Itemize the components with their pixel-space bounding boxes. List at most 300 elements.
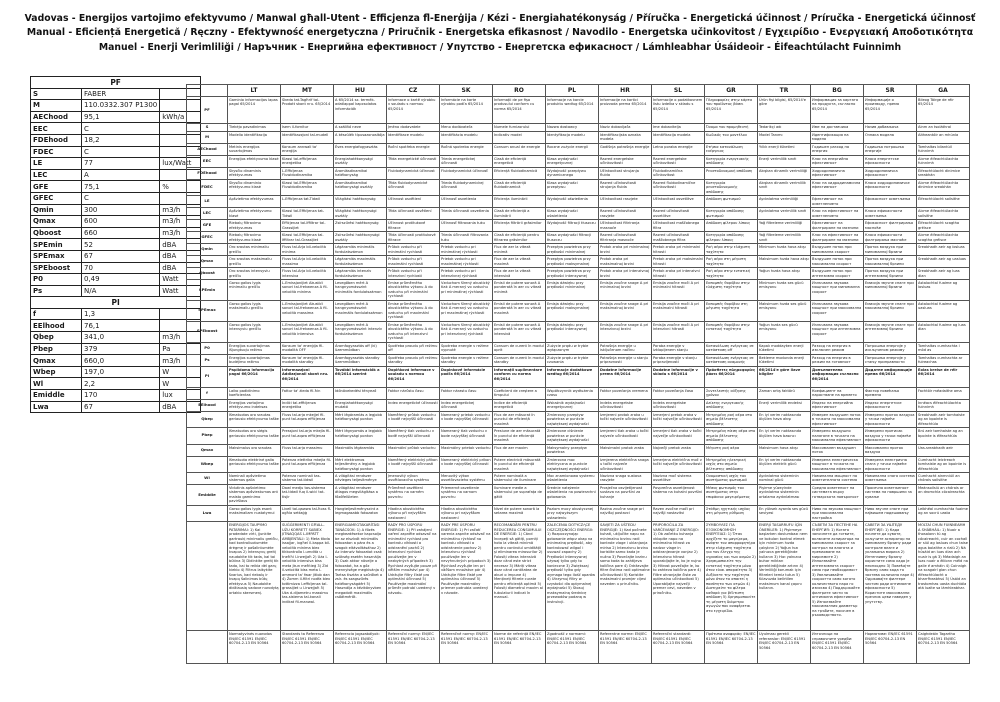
cell-EEC-MT: Klassi tal-effiċjenza enerġetika (281, 155, 334, 167)
cell-GFEC-GA: Aicme éifeachtúlachta scagtha gréisce (917, 232, 970, 244)
cell-GFE-HU: Zsírszűrési hatékonyság (334, 220, 387, 232)
row-code-FDEC: FDEC (187, 179, 228, 195)
cell-EElhood-HR: Indeks energetske učinkovitosti (599, 399, 652, 411)
cell-FDEhood-SK: Fluidodynamická účinnosť (440, 167, 493, 179)
cell-Wbep-PL: Zmierzona moc elektryczna w punkcie największej wydajności (546, 456, 599, 472)
cell-Pbep-HU: Mért légnyomás a legjobb hatékonysági ponton (334, 428, 387, 444)
cell-Pbep-RO: Presiune de aer măsurată în punctul de eficiență maximă (493, 428, 546, 444)
cell-Lwa-HU: Hangteljesítményszint a legmagasabb fokozaton (334, 505, 387, 521)
cell-SPEmin-CZ: Emise průměrného akustického výkonu A do vzduchu při minimální rychlosti (387, 279, 440, 300)
cell-GFE-PL: Wydajność filtracji tłuszczu (546, 220, 599, 232)
cell-Qmin-GA: Sreabhadh aeir ag íosluas (917, 244, 970, 256)
cell-AEChood-SR: Годишња потрошња енергије (864, 143, 917, 155)
cell-Emiddle-SR: Просечна осветљеност система на површини за кување (864, 484, 917, 505)
param-code: S (31, 88, 82, 100)
cell-S-LT: Tiekėjo pavadinimas (228, 124, 281, 132)
cell-AEChood-GA: Tomhaltas bliantúil fuinnimh (917, 143, 970, 155)
header-line-3: Manuel - Enerji Verimliliği / Наръчник - Енергийна ефективност / Упутство - Енергетска ефикасност / Lámhleabhar Úsáideoir - Éifeachtúlacht Fuinnimh (98, 41, 902, 53)
cell-Wbep-RO: Putere electrică măsurată în punctul de eficiență maximă (493, 456, 546, 472)
cell-FDEhood-RO: Eficiență fluidodinamică (493, 167, 546, 179)
cell-LEC-SR: Класа ефикасности осветљења (864, 208, 917, 220)
cell-P0-SK: Spotreba energie v režime vypnuté (440, 342, 493, 354)
param-unit: W (160, 366, 201, 378)
cell-EEC-HU: Energiahatékonysági osztály (334, 155, 387, 167)
cell-EEC-GR: Κατηγορία ενεργειακής απόδοσης (705, 155, 758, 167)
cell-GFE-GR: Απόδοση φίλτρου λίπους (705, 220, 758, 232)
cell-PF-HU: A 65/2014 sz. termék-adatlappal kapcsolatos információk (334, 97, 387, 124)
cell-S-SL: Ime dobavitelja (652, 124, 705, 132)
cell-Wl-LT: Nominali apšvietimo sistemos galia (228, 473, 281, 485)
cell-EElhood-TR: Enerji verimlilik endeksi (758, 399, 811, 411)
cell-PI-SK: Doplnkové informácie podľa 66/2014 (440, 366, 493, 387)
cell-energy-saving-tips-HU: ENERGIAMEGTAKARÍTÁSI TANÁCSOK: 1) A főzés megkezdésekor kapcsolja be az elszívót minimális fokozaton a pára és a szagok eltávolításához 2) Az intenzív fokozatot csak szükség esetén használja 3) Csak akkor növelje a fokozatot, ha a gőz mennyisége megkívánja 4) Tartsa tisztán a szűrőket a zsír- és szagszűrés hatékonyságáért 5) Használja a kézikönyvben megadott maximális csőátmérőt. (334, 522, 387, 631)
cell-S-RO: Numele furnizorului (493, 124, 546, 132)
cell-FDEhood-SL: Fluidodinamična učinkovitost (652, 167, 705, 179)
cell-FDEC-CZ: Třída fluidodynamické účinnosti (387, 179, 440, 195)
grid-row-Wl (187, 473, 970, 485)
cell-LEC-HR: Razred učinkovitosti rasvjete (599, 208, 652, 220)
cell-LEC-SK: Trieda účinnosti osvetlenia (440, 208, 493, 220)
cell-f-SK: Faktor nárastu času (440, 387, 493, 399)
cell-reference-standards-BG: Източници на справочните уредби: EN/IEC 61591 EN/IEC 60704-2-13 EN 50564 (811, 631, 864, 664)
row-code-Qbep: Qbep (187, 411, 228, 427)
param-code: GFEC (31, 192, 82, 204)
cell-reference-standards-SL: Referenčni standardi: EN/IEC 61591 EN/IEC 60704-2-13 EN 50564 (652, 631, 705, 664)
cell-Emiddle-HU: A világítási rendszer átlagos megvilágítása a főzőfelületen (334, 484, 387, 505)
cell-f-HR: Faktor povećanja vremena (599, 387, 652, 399)
cell-LEC-CZ: Třída účinnosti osvětlení (387, 208, 440, 220)
cell-Wl-TR: Aydınlatma sisteminin nominal gücü (758, 473, 811, 485)
param-code: f (31, 308, 82, 320)
cell-S-HR: Naziv dobavljača (599, 124, 652, 132)
cell-Qmin-PL: Przepływ powietrza przy prędkości minimalnej (546, 244, 599, 256)
row-code-Ps: Ps (187, 354, 228, 366)
cell-PI-RO: Informații suplimentare conform cu norma 66/2014 (493, 366, 546, 387)
cell-P0-BG: Разход на енергия в изключен режим (811, 342, 864, 354)
cell-M-SL: Identifikacija modela (652, 131, 705, 143)
cell-Pbep-BG: Измерено въздушно налягане в точката на максимална ефективност (811, 428, 864, 444)
cell-Qmax-SL: Pretok zraka pri maksimalni hitrosti (653, 257, 704, 266)
param-code: FDEhood (31, 134, 82, 146)
cell-FDEC-PL: Klasa wydajności przepływu (546, 179, 599, 195)
cell-LE-SR: Ефикасност осветљења (864, 196, 917, 208)
lang-header-HR: HR (599, 85, 652, 97)
cell-Lwa-HR: Razina zvučne snage pri najvišoj postavci (599, 505, 652, 521)
cell-Qboost-HU: Légáramlás intenzív fordulatszámon (334, 268, 387, 280)
param-value: 341,0 (82, 332, 160, 344)
cell-PF-GA: Bileog Táirge de réir 65/2014 (917, 97, 970, 124)
left-row-EEC (31, 123, 201, 135)
cell-M-HU: A készülék típusazonosítója (334, 131, 387, 143)
grid-row-AEChood (187, 143, 970, 155)
cell-FDEC-HR: Razred učinkovitosti strujanja fluida (599, 179, 652, 195)
cell-GFEC-BG: Клас на ефективност на филтриране на мазнини (811, 232, 864, 244)
grid-row-Qmin (187, 244, 970, 256)
cell-Qmax-GA: Uas-sreabhadh aeir (917, 444, 970, 456)
param-code: LE (31, 158, 82, 170)
grid-row-GFE (187, 220, 970, 232)
param-unit: Watt (160, 285, 201, 297)
lang-header-LT: LT (228, 85, 281, 97)
cell-Pbep-GA: Brú aeir tomhaiste ag an bpointe is éifeachtúla (917, 428, 970, 444)
cell-Qboost-PL: Przepływ powietrza przy prędkości intensywnej (546, 268, 599, 280)
cell-Ps-TR: Bekleme modunda enerji tüketimi (758, 354, 811, 366)
cell-LE-PL: Wydajność oświetlenia (546, 196, 599, 208)
param-code: EEC (31, 123, 82, 135)
left-row-Qbep (31, 332, 201, 344)
cell-Pbep-MT: Pressjoni tal-arja mkejla fil-punt tal-aqwa effiċjenza (281, 428, 334, 444)
grid-row-EEC (187, 155, 970, 167)
cell-Wbep-LT: Išmatuota elektrinė galia geriausio efektyvumo taške (228, 456, 281, 472)
cell-Emiddle-MT: Dawl medju tas-sistema tat-tidwil fuq il-wiċċ tat-tisjir (281, 484, 334, 505)
cell-EEC-LT: Energijos efektyvumo klasė (228, 155, 281, 167)
cell-reference-standards-MT: Standards ta Referenza EN/IEC 61591 EN/IEC 60704-2-13 EN 50564 (281, 631, 334, 664)
cell-SPEmax-CZ: Emise průměrného akustického výkonu A do vzduchu při maximální rychlosti (387, 300, 440, 321)
cell-SPEmax-TR: Maksimum hızda ses gücü emisyonu (758, 300, 811, 321)
cell-Qmax-LT: Maksimalus oro srautas (228, 444, 281, 456)
cell-EEC-TR: Enerji verimlilik sınıfı (758, 155, 811, 167)
cell-Qbep-TR: En iyi verim noktasında ölçülen hava akışı (758, 411, 811, 427)
left-row-Lwa (31, 401, 201, 413)
row-code-EEC: EEC (187, 155, 228, 167)
cell-GFE-SK: Účinnosť filtrovania tuku (440, 220, 493, 232)
cell-SPEmin-SK: Vzduchom šírený akustický tlak A meraný vo vzduchu pri minimálnej rýchlosti (440, 279, 493, 300)
cell-GFEC-CZ: Třída účinnosti protitukové filtrace (387, 232, 440, 244)
cell-SPEboost-RO: Emisii de putere sonoră A ponderată în aer cu viteză intensivă (493, 321, 546, 342)
param-code: FDEC (31, 146, 82, 158)
grid-row-PI (187, 366, 970, 387)
param-value: 77 (82, 158, 160, 170)
cell-LE-TR: Aydınlatma verimliliği (758, 196, 811, 208)
cell-GFE-SR: Ефикасност филтрирања масноће (864, 220, 917, 232)
grid-row-energy-saving-tips (187, 522, 970, 631)
cell-M-RO: Indicativ model (493, 131, 546, 143)
cell-Ps-GA: Tomhaltas cumhachta ar fuireachas (917, 354, 970, 366)
document-header (0, 12, 1000, 55)
cell-Qmax-PL: Maksymalny przepływ powietrza (546, 444, 599, 456)
cell-EElhood-SR: Индекс енергетске ефикасности (864, 399, 917, 411)
cell-FDEC-SK: Trieda fluidodynamickej účinnosti (440, 179, 493, 195)
cell-reference-standards-SR: Нормативе: EN/IEC 61591 EN/IEC 60704-2-13 EN 50564 (864, 631, 917, 664)
cell-energy-saving-tips-PL: ZALECENIA DOTYCZĄCE OSZCZĘDNOŚCI ENERGII: 1) Rozpoczynając gotowanie włącz okap na minimalną prędkość, aby kontrolować wilgoć i usuwać zapachy 2) Prędkości intensywnej używaj tylko gdy to konieczne 3) Zwiększaj prędkość tylko gdy wymaga tego ilość oparów 4) Utrzymuj filtry w czystości dla optymalnej wydajności 5) Stosuj maksymalną średnicę przewodów podaną w instrukcji. (546, 522, 599, 631)
cell-Qmax-HU: Légáramlás maximális fordulatszámon (334, 256, 387, 268)
cell-LEC-HU: Világítási hatékonysági osztály (334, 208, 387, 220)
row-code-P0: P0 (187, 342, 228, 354)
cell-PI-GR: Πρόσθετες πληροφορίες βάσει 66/2014 (705, 366, 758, 387)
cell-Pbep-SK: Nameraný tlak vzduchu v bode najvyššej účinnosti (440, 428, 493, 444)
cell-PF-LT: Gaminio informacijos lapas pagal 65/2014 (228, 97, 281, 124)
cell-Qmin-SR: Проток ваздуха при минималној брзини (864, 244, 917, 256)
cell-Emiddle-LT: Vidutinis apšvietimo sistemos apšviestumas ant maisto gaminimo paviršiaus (228, 484, 281, 505)
cell-energy-saving-tips-HR: SAVJETI ZA UŠTEDU ENERGIJE: 1) Kad počnete kuhati, uključite napu na minimalnu brzinu radi kontrole vlage i uklanjanja mirisa 2) Intenzivnu brzinu koristite samo kada je nužno 3) Povećajte brzinu samo kada to zahtijeva količina pare 4) Održavajte filtre čistima radi optimalne učinkovitosti 5) Koristite maksimalni promjer cijevi naveden u priručniku. (599, 522, 652, 631)
cell-Lwa-MT: Livell tal-qawwa tal-ħoss fl-ogħla settaġġ (281, 505, 334, 521)
cell-SPEboost-GR: Εκπομπές θορύβου στην εντατική ταχύτητα (705, 321, 758, 342)
param-code: Qmax (31, 355, 82, 367)
param-code: GFE (31, 181, 82, 193)
grid-row-Lwa (187, 505, 970, 521)
param-code: Qbep (31, 332, 82, 344)
cell-EEC-BG: Клас на енергийна ефективност (811, 155, 864, 167)
grid-row-Qmax (187, 444, 970, 456)
cell-SPEboost-SL: Emisija zvočne moči A pri intenzivni hitrosti (652, 321, 705, 342)
cell-S-MT: Isem il-fornitur (281, 124, 334, 132)
cell-P0-SL: Poraba energije v izklopljenem stanju (652, 342, 705, 354)
cell-Wbep-HU: Mért elektromos teljesítmény a legjobb hatékonysági ponton (334, 456, 387, 472)
cell-EEC-HR: Razred energetske učinkovitosti (599, 155, 652, 167)
cell-EEC-GA: Aicme éifeachtúlachta fuinnimh (917, 155, 970, 167)
cell-LE-HR: Učinkovitost rasvjete (599, 196, 652, 208)
cell-Qmax-HU: Maximális légáramlás (334, 444, 387, 456)
cell-SPEmax-GA: Astaíochtaí fuaime ag uasluas (917, 300, 970, 321)
cell-Qbep-CZ: Naměřený průtok vzduchu v bodě nejvyšší účinnosti (387, 411, 440, 427)
header-line-2: Manual - Eficiență Energetică / Ręczny - Efektywność energetyczna / Priručnik - Energetska efikasnost / Navodilo - Energetska učinkovitost / Εγχειρίδιο - Ενεργειακή Αποδοτικότητα (26, 27, 974, 39)
cell-Qmin-SL: Pretok zraka pri minimalni hitrosti (652, 244, 705, 256)
cell-PF-SL: Informacije o podatkovnem listu izdelka v skladu s 65/2014 (652, 97, 705, 124)
cell-SPEmin-SL: Emisija zvočne moči A pri minimalni hitrosti (652, 279, 705, 300)
param-value: C (82, 123, 160, 135)
left-row-Ps (31, 285, 201, 297)
cell-SPEmax-GR: Εκπομπές θορύβου στη μέγιστη ταχύτητα (705, 300, 758, 321)
param-code: AEChood (31, 111, 82, 123)
cell-SPEboost-HU: Levegőben mért A hangnyomásszint intenzív fordulatszámon (334, 321, 387, 342)
cell-FDEC-MT: Klassi tal-Effiċjenza Fluwidodinamika (281, 179, 334, 195)
cell-Qboost-CZ: Průtok vzduchu při intenzivní rychlosti (387, 268, 440, 280)
cell-energy-saving-tips-GR: ΣΥΜΒΟΥΛΕΣ ΓΙΑ ΕΞΟΙΚΟΝΟΜΗΣΗ ΕΝΕΡΓΕΙΑΣ: 1) Όταν αρχίζετε το μαγείρεμα, ανάψτε τον απορροφητήρα στην ελάχιστη ταχύτητα για τον έλεγχο της υγρασίας και των οσμών 2) Χρησιμοποιείτε την εντατική ταχύτητα μόνο όταν είναι απαραίτητο 3) Αυξάνετε την ταχύτητα μόνο όταν το απαιτεί η ποσότητα των ατμών 4) Διατηρείτε τα φίλτρα καθαρά για βέλτιστη απόδοση 5) Χρησιμοποιείτε τη μέγιστη διάμετρο αγωγών που αναφέρεται στο εγχειρίδιο. (705, 522, 758, 631)
cell-FDEhood-GR: Ρευστοδυναμική απόδοση (705, 167, 758, 179)
cell-Emiddle-SL: Povprečna osvetljenost sistema na kuhalni površini (652, 484, 705, 505)
cell-f-SR: Фактор повећања времена (864, 387, 917, 399)
cell-EElhood-SK: Index energetickej účinnosti (440, 399, 493, 411)
lang-header-TR: TR (758, 85, 811, 97)
row-code-M: M (187, 131, 228, 143)
cell-Qmax-RO: Flux de aer maxim (493, 444, 546, 456)
cell-Pbep-PL: Zmierzone ciśnienie powietrza w punkcie największej wydajności (546, 428, 599, 444)
cell-Ps-HR: Potrošnja energije u stanju pripravnosti (599, 354, 652, 366)
cell-PI-MT: Informazzjoni Addizzjonali skont nru. 66/2014 (281, 366, 334, 387)
cell-Qmin-GR: Ροή αέρα στην ελάχιστη ταχύτητα (705, 244, 758, 256)
cell-M-BG: Идентификация на модела (811, 131, 864, 143)
cell-GFEC-HU: Zsírszűrési hatékonysági osztály (334, 232, 387, 244)
cell-Lwa-BG: Ниво на звукова мощност при максимална настройка (811, 505, 864, 521)
param-value: 170 (82, 390, 160, 402)
cell-FDEC-SL: Razred fluidodinamične učinkovitosti (652, 179, 705, 195)
grid-corner-cell (187, 85, 228, 97)
left-table-section-PF (31, 77, 201, 89)
left-row-GFEC (31, 192, 201, 204)
left-row-Qboost (31, 227, 201, 239)
cell-P0-GA: Tomhaltas cumhachta i mód as (917, 342, 970, 354)
cell-f-CZ: Faktor nárůstu času (387, 387, 440, 399)
cell-Qmin-BG: Въздушен поток при минимална скорост (811, 244, 864, 256)
cell-FDEC-SR: Класа хидродинамичке ефикасности (864, 179, 917, 195)
cell-PI-HU: További információk a 66/2014 szerint (334, 366, 387, 387)
cell-FDEC-TR: Akışkan dinamik verimlilik sınıfı (758, 179, 811, 195)
cell-EEC-SR: Класа енергетске ефикасности (864, 155, 917, 167)
grid-row-LEC (187, 208, 970, 220)
cell-Wl-SR: Номинална снага система осветљења (865, 474, 915, 483)
param-unit: m3/h (160, 216, 201, 228)
cell-P0-PL: Zużycie prądu w trybie wyłączonym (546, 342, 599, 354)
cell-PI-BG: Допълнителна информация съгласно 66/2014 (811, 366, 864, 387)
param-code: SPEmax (31, 250, 82, 262)
cell-PF-HR: Informacije na kartici proizvoda prema 65/2014 (599, 97, 652, 124)
cell-reference-standards-SK: Referenčné normy: EN/IEC 61591 EN/IEC 60704-2-13 EN 50564 (440, 631, 493, 664)
grid-row-Pbep (187, 428, 970, 444)
grid-row-PF (187, 97, 970, 124)
param-code: Emiddle (31, 390, 82, 402)
cell-P0-SR: Потрошња енергије у искљученом режиму (864, 342, 917, 354)
cell-f-SL: Faktor povečanja časa (652, 387, 705, 399)
row-code-Qmax: Qmax (187, 256, 228, 268)
param-value: 0,49 (82, 274, 160, 286)
cell-SPEboost-SR: Емисија звучне снаге при интензивној брзини (864, 321, 917, 342)
param-value: 67 (82, 250, 160, 262)
cell-Qboost-LT: Oro srautas intensyviu greičiu (228, 268, 281, 280)
cell-LE-HU: Világítási hatékonyság (334, 196, 387, 208)
cell-S-GA: Ainm an tsoláthraí (917, 124, 970, 132)
cell-SPEmin-GA: Astaíochtaí fuaime ag íosluas (917, 279, 970, 300)
cell-Qmin-CZ: Průtok vzduchu při minimální rychlosti (387, 244, 440, 256)
grid-row-reference-standards (187, 631, 970, 664)
cell-Wl-HU: A világítási rendszer névleges teljesítménye (334, 473, 387, 485)
cell-Ps-MT: Konsum ta' enerġija fil-modalità standby (281, 354, 334, 366)
cell-GFEC-HR: Razred učinkovitosti filtriranja masnoće (599, 232, 652, 244)
cell-SPEmin-BG: Излъчвана звукова мощност при минимална скорост (811, 279, 864, 300)
cell-Lwa-LT: Garso galios lygis esant maksimaliam nustatymui (228, 505, 281, 521)
cell-PI-SR: Додатне информације према 66/2014 (864, 366, 917, 387)
cell-PI-LT: Papildoma informacija pagal 66/2014 (228, 366, 281, 387)
cell-EEC-SL: Razred energetske učinkovitosti (652, 155, 705, 167)
row-code-GFE: GFE (187, 220, 228, 232)
left-row-SPEboost (31, 262, 201, 274)
cell-P0-GR: Κατανάλωση ενέργειας σε κατάσταση off (705, 342, 758, 354)
multilingual-grid (186, 84, 970, 664)
grid-row-Qmax (187, 256, 970, 268)
cell-SPEmin-RO: Emisii de putere sonoră A ponderată în aer cu viteză minimă (493, 279, 546, 300)
cell-f-HU: Időnövekedési tényező (334, 387, 387, 399)
grid-row-SPEboost (187, 321, 970, 342)
row-code-f: f (187, 387, 228, 399)
cell-M-GR: Κωδικός του μοντέλου (705, 131, 758, 143)
cell-Qboost-TR: Yoğun hızda hava akışı (758, 268, 811, 280)
cell-PI-CZ: Doplňková informace v souladu s normou 66/2014 (387, 366, 440, 387)
row-code-PF: PF (187, 97, 228, 124)
cell-Wl-SL: Nazivna moč sistema osvetlitve (652, 473, 705, 485)
row-code-GFEC: GFEC (187, 232, 228, 244)
row-code-Qboost: Qboost (187, 268, 228, 280)
cell-PI-GA: Eolas breise de réir 66/2014 (917, 366, 970, 387)
grid-row-Qbep (187, 411, 970, 427)
cell-GFEC-SL: Razred učinkovitosti maščobnega filtra (652, 232, 705, 244)
cell-Qmax-TR: Maksimum hava akışı (758, 444, 811, 456)
cell-energy-saving-tips-MT: SUĠĠERIMENTI GĦALL-UŻU KORRETT SABIEX JITNAQQAS L-IMPATT AMBJENTALI: 1) Meta tibda issajjar, ixgħel il-kappa bil-veloċità minima biex tikkontrolla l-umdità u tneħħi l-irwejjaħ 2) Uża l-veloċità intensiva biss meta jkun meħtieġ 3) Żid il-veloċità biss meta l-ammont ta' fwar jitlob dan 4) Żomm il-filtri nodfa biex tottimizza l-effiċjenza tal-grassijiet u l-irwejjaħ 5) Uża d-dijametru massimu tas-sistema tal-kanali indikat fil-manwal. (281, 522, 334, 631)
param-code: Qmax (31, 216, 82, 228)
grid-row-LE (187, 196, 970, 208)
cell-GFEC-LT: Riebalų filtravimo efektyvumo klasė (228, 232, 281, 244)
cell-Wbep-SR: Измерена електрична снага у тачки највеће ефикасности (864, 456, 917, 472)
cell-FDEC-GA: Aicme éifeachtúlachta dinimice sreabhán (917, 179, 970, 195)
cell-Qmax-CZ: Průtok vzduchu při maximální rychlosti (387, 256, 440, 268)
cell-Lwa-TR: En yüksek ayarda ses gücü seviyesi (758, 505, 811, 521)
param-unit: lux/Watt (160, 158, 201, 170)
cell-PI-TR: 66/2014'e göre ilave bilgiler (758, 366, 811, 387)
lang-header-PL: PL (546, 85, 599, 97)
param-code: EElhood (31, 320, 82, 332)
cell-EElhood-RO: Indice de eficiență energetică (493, 399, 546, 411)
param-value: 18,2 (82, 134, 160, 146)
cell-LE-RO: Eficiența iluminării (493, 196, 546, 208)
cell-Emiddle-HR: Prosječna osvijetljenost sustava na površini za kuhanje (599, 484, 652, 505)
left-row-M (31, 100, 201, 112)
cell-reference-standards-PL: Zgodność z normami: EN/IEC 61591 EN/IEC 60704-2-13 EN 50564 (546, 631, 599, 664)
grid-row-S (187, 124, 970, 132)
cell-M-HR: Identifikacijska oznaka modela (599, 131, 652, 143)
param-value: C (82, 192, 160, 204)
grid-header-row (187, 85, 970, 97)
cell-Qbep-RO: Flux de aer măsurat în punctul de eficiență maximă (493, 411, 546, 427)
cell-LE-SL: Učinkovitost osvetlitve (652, 196, 705, 208)
left-row-GFE (31, 181, 201, 193)
grid-row-EElhood (187, 399, 970, 411)
cell-P0-HR: Potrošnja energije u isključenom načinu (599, 342, 652, 354)
cell-M-MT: Identifikazzjoni tal-mudell (281, 131, 334, 143)
cell-Pbep-TR: En iyi verim noktasında ölçülen hava basıncı (758, 428, 811, 444)
cell-PF-PL: Informacje na karcie produktu według 65/2014 (546, 97, 599, 124)
cell-Qboost-MT: Fluss tal-Arja bil-veloċità intensiva (281, 268, 334, 280)
cell-Wl-GA: Cumhacht ainmniúil an chórais soilsithe (917, 473, 970, 485)
param-value: 660,0 (82, 355, 160, 367)
section-title-PF: PF (31, 77, 201, 89)
cell-LEC-PL: Klasa wydajności oświetlenia (546, 208, 599, 220)
cell-Wbep-TR: En iyi verim noktasında ölçülen elektrik gücü (758, 456, 811, 472)
cell-SPEboost-LT: Garso galios lygis intensyviu greičiu (228, 321, 281, 342)
cell-EElhood-PL: Wskaźnik wydajności energetycznej (546, 399, 599, 411)
cell-PF-RO: Informații de pe fișa produsului conform cu norma 65/2014 (493, 97, 546, 124)
cell-Qmax-TR: Maksimum hızda hava akışı (758, 256, 811, 268)
param-value: 1,3 (82, 308, 160, 320)
lang-header-GA: GA (917, 85, 970, 97)
cell-LEC-GR: Κατηγορία απόδοσης φωτισμού (705, 208, 758, 220)
cell-S-TR: Tedarikçi adı (758, 124, 811, 132)
cell-f-GA: Fachtóir méadaithe ama (917, 387, 970, 399)
cell-LE-MT: L-Effiċjenza tat-Tidwil (281, 196, 334, 208)
cell-Emiddle-BG: Средна осветеност на системата върху готварската повърхност (811, 484, 864, 505)
cell-energy-saving-tips-SK: RADY PRE ÚSPORU ENERGIE: 1) Pri začatí varenia zapnite odsávač na minimálnu rýchlosť na kontrolu vlhkosti a odstránenie pachov 2) Intenzívnu rýchlosť používajte len v nevyhnutných prípadoch 3) Rýchlosť zvyšujte len pri väčšom množstve pár 4) Udržujte filtre čisté pre optimálnu účinnosť 5) Používajte maximálny priemer potrubia uvedený v návode. (440, 522, 493, 631)
cell-Qboost-GA: Sreabhadh aeir ag luas dian (917, 268, 970, 280)
cell-LE-SK: Účinnosť osvetlenia (440, 196, 493, 208)
cell-Ps-SK: Spotreba energie v režime standby (440, 354, 493, 366)
cell-Wbep-CZ: Naměřený elektrický příkon v bodě nejvyšší účinnosti (387, 456, 440, 472)
left-row-SPEmin (31, 239, 201, 251)
cell-f-RO: Coeficient de creștere a timpului (493, 387, 546, 399)
cell-f-MT: Fattur ta' żieda fil-ħin (281, 387, 334, 399)
cell-Qboost-SR: Проток ваздуха при интензивној брзини (864, 268, 917, 280)
cell-reference-standards-LT: Normatyvinės nuorodos EN/IEC 61591 EN/IEC 60704-2-13 EN 50564 (228, 631, 281, 664)
cell-Emiddle-SK: Priemerné osvetlenie systému na varnom povrchu (440, 484, 493, 505)
cell-SPEboost-CZ: Emise průměrného akustického výkonu A do vzduchu při intenzivní rychlosti (387, 321, 440, 342)
cell-energy-saving-tips-LT: ENERGIJOS TAUPYMO PATARIMAI: 1) Kai pradedate virti, įjunkite gartraukį minimaliu greičiu, kad kontroliuotumėte drėgmę ir pašalintumėte kvapus 2) Intensyvų greitį naudokite tik tada, kai tai būtina 3) Didinkite greitį tik tada, kai to reikia dėl garų kiekio 4) Filtrus laikykite švarius, kad riebalų ir kvapų šalinimas būtų efektyvus 5) Naudokite didžiausią vadove nurodytą ortakio skersmenį. (228, 522, 281, 631)
cell-Emiddle-CZ: Průměrné osvětlení systému na varném povrchu (387, 484, 440, 505)
left-row-Wl (31, 378, 201, 390)
param-unit: W (160, 378, 201, 390)
param-value: 75,1 (82, 181, 160, 193)
cell-PF-SR: Информације о производу, према 65/2014 (864, 97, 917, 124)
param-unit: dBA (160, 250, 201, 262)
cell-Qbep-SK: Nameraný prietok vzduchu v bode najvyššej účinnosti (440, 411, 493, 427)
row-code-Lwa: Lwa (187, 505, 228, 521)
cell-Pbep-CZ: Naměřený tlak vzduchu v bodě nejvyšší účinnosti (387, 428, 440, 444)
left-row-Emiddle (31, 390, 201, 402)
